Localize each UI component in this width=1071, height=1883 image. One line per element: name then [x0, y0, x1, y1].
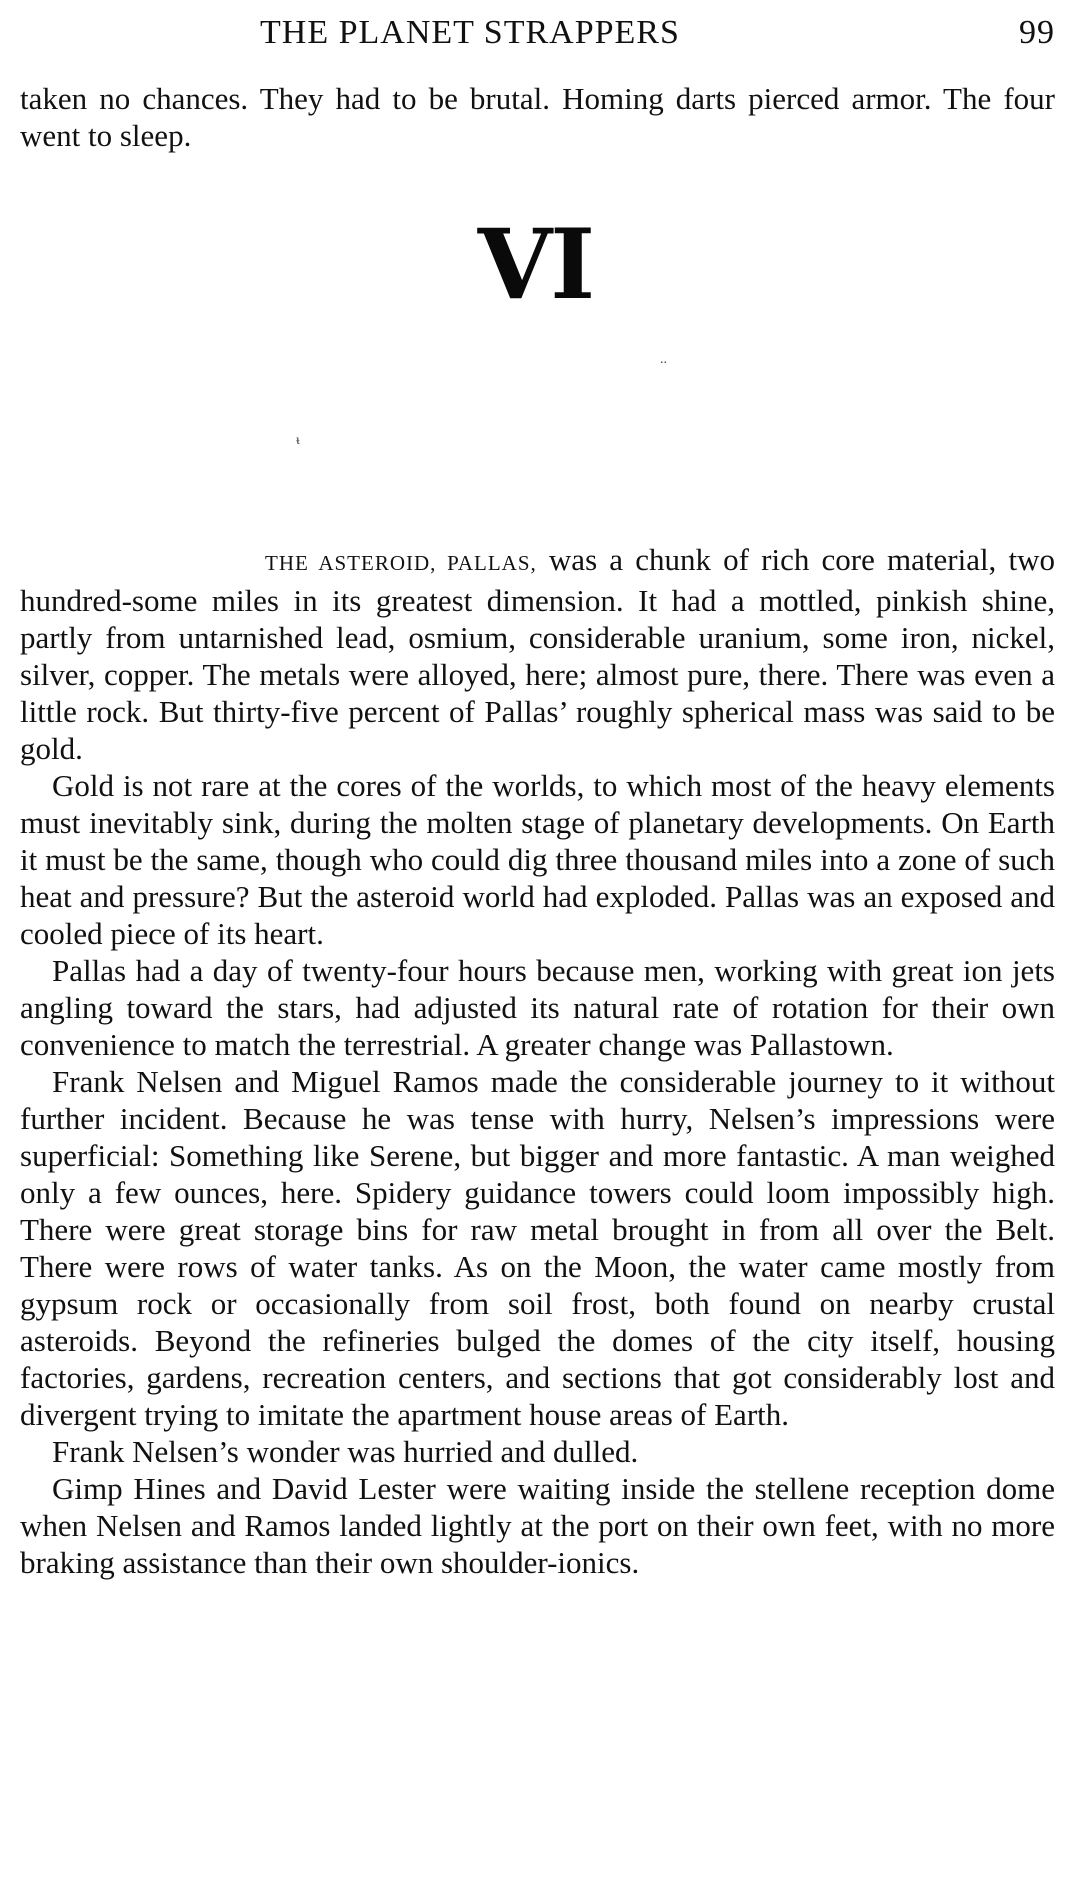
running-head — [20, 14, 1055, 58]
paragraph: Frank Nelsen’s wonder was hurried and dulled. — [52, 1434, 639, 1469]
paragraph: Gimp Hines and David Lester were waiting inside the stellene reception dome when Nelsen and Ramos landed lightly at the port on their own feet, with no more braking assistance than their own shoulder-ionics. — [20, 1471, 1055, 1580]
continuation-text: taken no chances. They had to be brutal. Homing darts pierced armor. The four went to sleep. — [20, 81, 1055, 153]
paragraph: Pallas had a day of twenty-four hours because men, working with great ion jets angling toward the stars, had adjusted its natural rate of rotation for their own convenience to match the terrestrial. A greater change was Pallastown. — [20, 953, 1055, 1062]
chapter-number: VI — [477, 208, 594, 321]
page-number: 99 — [1019, 14, 1055, 51]
running-title: THE PLANET STRAPPERS — [260, 14, 680, 51]
small-caps-lead: THE ASTEROID, PALLAS, — [265, 551, 537, 575]
chapter-body — [20, 541, 1055, 1581]
paragraph: Gold is not rare at the cores of the worlds, to which most of the heavy elements must inevitably sink, during the molten stage of planetary developments. On Earth it must be the same, though who could dig three thousand miles into a zone of such heat and pressure? But the asteroid world had exploded. Pallas was an exposed and cooled piece of its heart. — [20, 768, 1055, 951]
continuation-paragraph — [20, 80, 1055, 154]
opening-paragraph — [20, 541, 1055, 767]
print-speck: .. — [660, 352, 667, 367]
print-speck: ᵼ — [296, 433, 300, 448]
opening-text: was a chunk of rich core material, two hundred-some miles in its greatest dimension. It had a mottled, pinkish shine, partly from untarnished lead, osmium, considerable uranium, some iron, nickel, silver, copper. The metals were alloyed, here; almost pure, there. There was even a little rock. But thirty-five percent of Pallas’ roughly spherical mass was said to be gold. — [20, 542, 1055, 766]
paragraph: Frank Nelsen and Miguel Ramos made the considerable journey to it without further incident. Because he was tense with hurry, Nelsen’s impressions were superficial: Something like Serene, but bigger and more fantastic. A man weighed only a few ounces, here. Spidery guidance towers could loom impossibly high. There were great storage bins for raw metal brought in from all over the Belt. There were rows of water tanks. As on the Moon, the water came mostly from gypsum rock or occasionally from soil frost, both found on nearby crustal asteroids. Beyond the refineries bulged the domes of the city itself, housing factories, gardens, recreation centers, and sections that got considerably lost and divergent trying to imitate the apartment house areas of Earth. — [20, 1064, 1055, 1432]
